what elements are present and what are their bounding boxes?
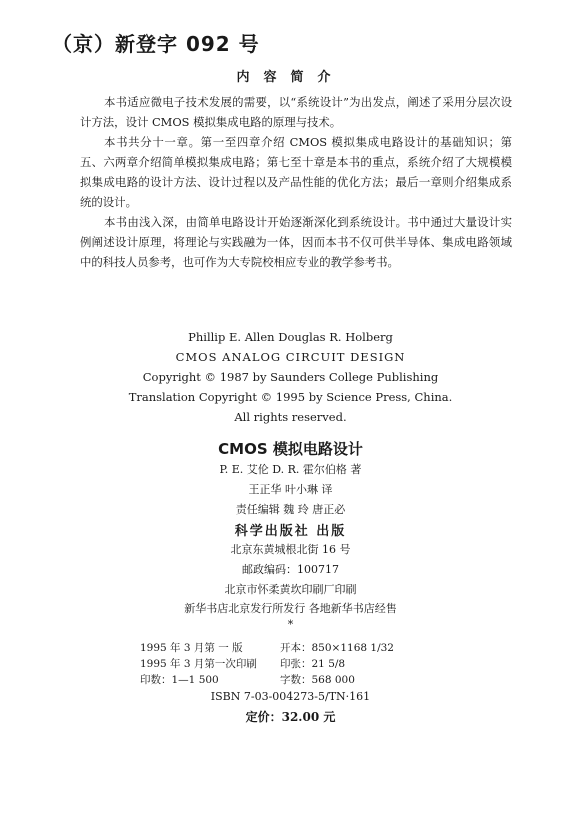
original-authors: Phillip E. Allen Douglas R. Holberg — [188, 330, 393, 344]
printer: 北京市怀柔黄坎印刷厂印刷 — [224, 583, 357, 596]
summary-title: 内容简介 — [236, 70, 345, 85]
copies: 印数：1—1 500 — [140, 674, 219, 686]
isbn: ISBN 7-03-004273-5/TN·161 — [210, 690, 371, 703]
distributor: 新华书店北京发行所发行 各地新华书店经售 — [184, 602, 397, 615]
original-title: CMOS ANALOG CIRCUIT DESIGN — [175, 350, 406, 364]
rights-reserved: All rights reserved. — [234, 410, 347, 424]
format: 开本：850×1168 1/32 — [280, 642, 394, 654]
summary-paragraph-2: 本书共分十一章。第一至四章介绍 CMOS 模拟集成电路设计的基础知识；第五、六两章介绍简单模拟集成电路；第七至十章是本书的重点，系统介绍了大规模模拟集成电路的设计方法、设计过程以及产品性能的优化方法；最后一章则介绍集成系统的设计。 — [80, 135, 512, 209]
editors: 责任编辑 魏 玲 唐正必 — [235, 503, 346, 516]
price: 定价：32.00 元 — [245, 710, 336, 724]
separator-star: * — [287, 618, 294, 631]
translation-copyright: Translation Copyright © 1995 by Science Press, China. — [128, 390, 453, 404]
registration-number: （京）新登字 092 号 — [52, 32, 260, 56]
sheets: 印张：21 5/8 — [280, 658, 346, 670]
words: 字数：568 000 — [280, 674, 355, 686]
original-copyright: Copyright © 1987 by Saunders College Publishing — [142, 370, 439, 384]
printing: 1995 年 3 月第一次印刷 — [140, 658, 257, 670]
summary-paragraph-3: 本书由浅入深，由简单电路设计开始逐渐深化到系统设计。书中通过大量设计实例阐述设计原理，将理论与实践融为一体，因而本书不仅可供半导体、集成电路领域中的科技人员参考，也可作为大专院校相应专业的教学参考书。 — [80, 215, 512, 269]
edition: 1995 年 3 月第 一 版 — [140, 642, 243, 654]
publisher-address: 北京东黄城根北街 16 号 — [230, 543, 351, 556]
postcode: 邮政编码：100717 — [242, 563, 339, 576]
translators: 王正华 叶小琳 译 — [248, 483, 333, 496]
summary-paragraph-1: 本书适应微电子技术发展的需要，以“系统设计”为出发点，阐述了采用分层次设计方法，设计 CMOS 模拟集成电路的原理与技术。 — [80, 95, 512, 129]
authors-cn: P. E. 艾伦 D. R. 霍尔伯格 著 — [219, 463, 362, 476]
publisher: 科学出版社 出版 — [234, 524, 347, 539]
book-title: CMOS 模拟电路设计 — [218, 440, 363, 458]
